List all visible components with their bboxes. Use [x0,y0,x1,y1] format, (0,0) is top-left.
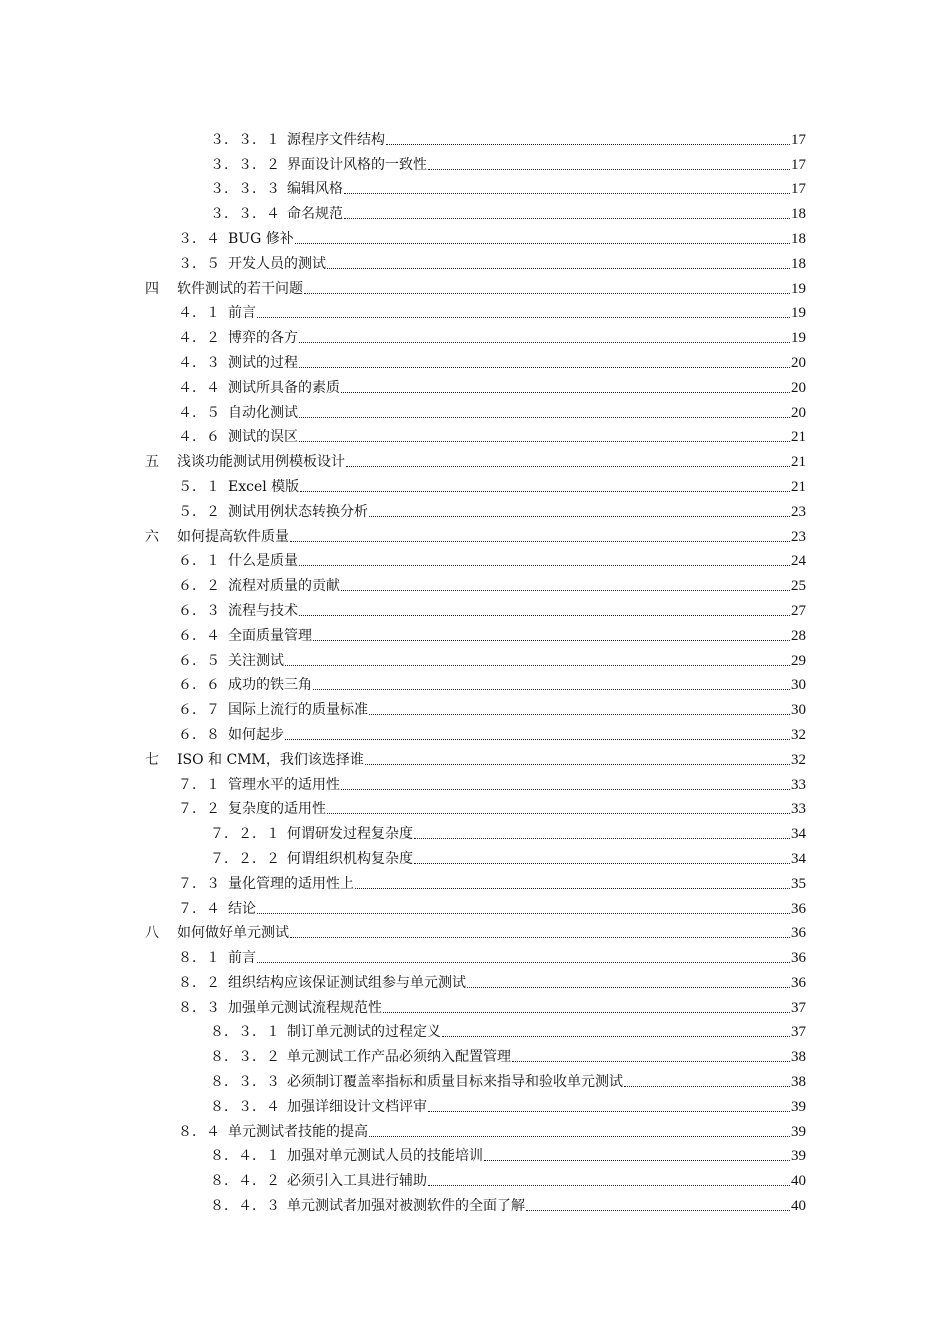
dot-leader [313,689,790,690]
toc-entry-number: ８．４ [178,1123,220,1140]
toc-entry-number: ８．４．１ [210,1148,280,1165]
toc-entry-page-number: 20 [791,404,806,421]
toc-entry-title: 软件测试的若干问题 [177,280,303,297]
dot-leader [257,317,790,318]
toc-entry[interactable] [0,322,950,347]
toc-entry-number: ８．３．４ [210,1098,280,1115]
toc-entry-number: ７．２．２ [210,850,280,867]
toc-entry[interactable] [0,1190,950,1215]
toc-entry-number: ３．４ [178,230,220,247]
toc-entry-page-number: 35 [791,875,806,892]
toc-entry-title: 流程对质量的贡献 [228,578,340,595]
toc-entry-title: 流程与技术 [228,602,298,619]
toc-entry-number: ６．４ [178,627,220,644]
toc-entry-page-number: 30 [791,677,806,694]
toc-entry-title: 管理水平的适用性 [228,776,340,793]
toc-entry[interactable] [0,422,950,447]
toc-entry-title: 源程序文件结构 [287,131,385,148]
dot-leader [341,392,790,393]
toc-entry[interactable] [0,694,950,719]
toc-entry-page-number: 33 [791,801,806,818]
dot-leader [257,913,790,914]
toc-entry-page-number: 28 [791,627,806,644]
toc-entry-title: 量化管理的适用性上 [228,875,354,892]
toc-entry[interactable] [0,496,950,521]
dot-leader [299,615,790,616]
toc-entry[interactable] [0,397,950,422]
toc-entry-title: 前言 [228,950,256,967]
toc-entry-title: 何谓研发过程复杂度 [287,826,413,843]
dot-leader [344,193,790,194]
dot-leader [442,1036,790,1037]
toc-entry-title: ISO 和 CMM，我们该选择谁 [177,751,364,768]
dot-leader [369,1136,790,1137]
toc-entry-page-number: 36 [791,900,806,917]
dot-leader [257,962,790,963]
toc-entry-number: 六 [145,528,159,545]
toc-entry-title: 如何做好单元测试 [177,925,289,942]
toc-entry-number: ６．８ [178,726,220,743]
toc-entry[interactable] [0,347,950,372]
toc-entry[interactable] [0,372,950,397]
toc-entry-number: ３．３．２ [210,156,280,173]
toc-entry-page-number: 18 [791,206,806,223]
toc-entry-title: 组织结构应该保证测试组参与单元测试 [228,974,466,991]
dot-leader [346,466,790,467]
dot-leader [512,1061,790,1062]
dot-leader [386,144,790,145]
dot-leader [526,1210,790,1211]
toc-entry-page-number: 24 [791,553,806,570]
toc-entry-page-number: 29 [791,652,806,669]
dot-leader [369,516,790,517]
toc-entry-page-number: 18 [791,255,806,272]
toc-entry[interactable] [0,298,950,323]
toc-entry-page-number: 30 [791,702,806,719]
dot-leader [313,640,790,641]
table-of-contents [0,124,950,1215]
toc-entry-title: 制订单元测试的过程定义 [287,1024,441,1041]
toc-entry-page-number: 17 [791,131,806,148]
dot-leader [290,541,790,542]
dot-leader [285,665,790,666]
toc-entry-number: ７．２．１ [210,826,280,843]
toc-entry-title: 如何起步 [228,726,284,743]
toc-entry-title: 开发人员的测试 [228,255,326,272]
toc-entry-page-number: 32 [791,751,806,768]
toc-entry-title: 单元测试者技能的提高 [228,1123,368,1140]
toc-entry-page-number: 19 [791,280,806,297]
toc-entry-number: ４．２ [178,330,220,347]
dot-leader [428,169,790,170]
toc-entry-number: 五 [145,454,159,471]
toc-entry[interactable] [0,273,950,298]
toc-entry-title: 成功的铁三角 [228,677,312,694]
toc-entry-number: ８．４．３ [210,1198,280,1215]
toc-entry[interactable] [0,471,950,496]
toc-entry-title: 测试的过程 [228,354,298,371]
toc-entry-title: 前言 [228,305,256,322]
toc-entry-title: 必须制订覆盖率指标和质量目标来指导和验收单元测试 [287,1074,623,1091]
toc-entry-number: 四 [145,280,159,297]
dot-leader [467,987,790,988]
toc-entry-title: 单元测试者加强对被测软件的全面了解 [287,1198,525,1215]
toc-entry-number: ５．１ [178,478,220,495]
toc-entry-number: ３．３．３ [210,181,280,198]
toc-entry-page-number: 38 [791,1074,806,1091]
toc-entry-number: ７．３ [178,875,220,892]
toc-entry-page-number: 19 [791,305,806,322]
toc-entry[interactable] [0,1141,950,1166]
dot-leader [300,491,790,492]
toc-entry-title: 浅谈功能测试用例模板设计 [177,454,345,471]
toc-entry-number: ４．５ [178,404,220,421]
toc-entry[interactable] [0,223,950,248]
toc-entry-page-number: 36 [791,950,806,967]
toc-entry[interactable] [0,1165,950,1190]
dot-leader [484,1160,790,1161]
toc-entry[interactable] [0,645,950,670]
toc-entry-title: 界面设计风格的一致性 [287,156,427,173]
toc-entry[interactable] [0,719,950,744]
toc-entry-title: 必须引入工具进行辅助 [287,1173,427,1190]
toc-entry[interactable] [0,248,950,273]
toc-entry-number: ８．３ [178,999,220,1016]
toc-entry[interactable] [0,1116,950,1141]
toc-entry-page-number: 17 [791,156,806,173]
toc-entry-number: ３．３．１ [210,131,280,148]
toc-entry-page-number: 40 [791,1173,806,1190]
toc-entry-page-number: 34 [791,850,806,867]
toc-entry-title: 结论 [228,900,256,917]
toc-entry-page-number: 39 [791,1123,806,1140]
toc-entry-page-number: 21 [791,429,806,446]
toc-entry[interactable] [0,546,950,571]
toc-entry[interactable] [0,992,950,1017]
toc-entry-page-number: 20 [791,379,806,396]
toc-entry-page-number: 19 [791,330,806,347]
toc-entry-title: 测试所具备的素质 [228,379,340,396]
toc-entry-title: 加强单元测试流程规范性 [228,999,382,1016]
toc-entry[interactable] [0,818,950,843]
toc-entry-number: ６．２ [178,578,220,595]
toc-entry-title: 何谓组织机构复杂度 [287,850,413,867]
toc-entry-number: ８．１ [178,950,220,967]
dot-leader [299,367,790,368]
toc-entry-page-number: 37 [791,1024,806,1041]
toc-entry-number: ４．１ [178,305,220,322]
toc-entry-number: 八 [145,925,159,942]
toc-entry-number: ４．３ [178,354,220,371]
toc-entry-number: ８．３．１ [210,1024,280,1041]
dot-leader [341,590,790,591]
toc-entry[interactable] [0,868,950,893]
dot-leader [383,1012,790,1013]
toc-entry-title: 国际上流行的质量标准 [228,702,368,719]
toc-entry[interactable] [0,446,950,471]
toc-entry-title: 加强详细设计文档评审 [287,1098,427,1115]
dot-leader [344,218,790,219]
toc-entry-page-number: 25 [791,578,806,595]
toc-entry-number: ８．３．３ [210,1074,280,1091]
dot-leader [327,268,790,269]
toc-entry-page-number: 17 [791,181,806,198]
toc-entry-page-number: 33 [791,776,806,793]
toc-entry[interactable] [0,893,950,918]
toc-entry-number: ６．５ [178,652,220,669]
toc-entry-number: ７．１ [178,776,220,793]
toc-entry-page-number: 39 [791,1148,806,1165]
dot-leader [295,243,790,244]
dot-leader [304,293,790,294]
toc-entry-page-number: 21 [791,454,806,471]
dot-leader [624,1086,790,1087]
toc-entry[interactable] [0,1066,950,1091]
toc-entry-title: 测试用例状态转换分析 [228,503,368,520]
toc-entry-title: BUG 修补 [228,230,294,247]
toc-entry-number: ３．３．４ [210,206,280,223]
dot-leader [428,1111,790,1112]
toc-entry-title: 什么是质量 [228,553,298,570]
dot-leader [355,888,790,889]
toc-entry-title: 博弈的各方 [228,330,298,347]
toc-entry-number: ８．３．２ [210,1049,280,1066]
dot-leader [414,863,790,864]
toc-entry-number: ４．４ [178,379,220,396]
toc-entry-page-number: 18 [791,230,806,247]
toc-entry[interactable] [0,794,950,819]
dot-leader [299,417,790,418]
toc-entry[interactable] [0,521,950,546]
toc-entry-title: 自动化测试 [228,404,298,421]
toc-entry-number: ６．７ [178,702,220,719]
dot-leader [341,789,790,790]
dot-leader [414,838,790,839]
toc-entry-title: 单元测试工作产品必须纳入配置管理 [287,1049,511,1066]
toc-entry-title: Excel 模版 [228,478,300,495]
toc-entry-number: 七 [145,751,159,768]
toc-entry[interactable] [0,769,950,794]
toc-entry-page-number: 23 [791,528,806,545]
dot-leader [428,1185,790,1186]
toc-entry-title: 全面质量管理 [228,627,312,644]
toc-entry[interactable] [0,198,950,223]
toc-entry-title: 如何提高软件质量 [177,528,289,545]
toc-entry-title: 编辑风格 [287,181,343,198]
toc-entry[interactable] [0,918,950,943]
dot-leader [299,441,790,442]
dot-leader [327,813,790,814]
toc-entry[interactable] [0,744,950,769]
toc-entry-page-number: 40 [791,1198,806,1215]
toc-entry[interactable] [0,174,950,199]
toc-entry-page-number: 34 [791,826,806,843]
dot-leader [285,739,790,740]
toc-entry[interactable] [0,595,950,620]
toc-entry-page-number: 39 [791,1098,806,1115]
toc-entry-number: ６．３ [178,602,220,619]
toc-entry-number: ７．２ [178,801,220,818]
toc-entry[interactable] [0,1017,950,1042]
dot-leader [299,565,790,566]
toc-entry-title: 关注测试 [228,652,284,669]
toc-entry-page-number: 23 [791,503,806,520]
toc-entry[interactable] [0,620,950,645]
toc-entry-page-number: 36 [791,925,806,942]
toc-entry-page-number: 27 [791,602,806,619]
toc-entry-page-number: 32 [791,726,806,743]
toc-entry[interactable] [0,843,950,868]
dot-leader [290,937,790,938]
toc-entry[interactable] [0,670,950,695]
toc-entry[interactable] [0,149,950,174]
toc-entry-number: ６．６ [178,677,220,694]
toc-entry[interactable] [0,967,950,992]
toc-entry-number: ３．５ [178,255,220,272]
toc-entry[interactable] [0,124,950,149]
toc-entry[interactable] [0,570,950,595]
toc-entry-number: ６．１ [178,553,220,570]
toc-entry-page-number: 36 [791,974,806,991]
toc-entry[interactable] [0,942,950,967]
toc-entry-page-number: 21 [791,478,806,495]
toc-entry-title: 复杂度的适用性 [228,801,326,818]
toc-entry-page-number: 37 [791,999,806,1016]
toc-entry-title: 测试的误区 [228,429,298,446]
toc-entry-page-number: 20 [791,354,806,371]
dot-leader [365,764,790,765]
toc-entry-page-number: 38 [791,1049,806,1066]
toc-entry-number: ８．２ [178,974,220,991]
toc-entry-number: ７．４ [178,900,220,917]
dot-leader [299,342,790,343]
toc-entry[interactable] [0,1091,950,1116]
toc-entry-title: 命名规范 [287,206,343,223]
dot-leader [369,714,790,715]
toc-entry[interactable] [0,1041,950,1066]
toc-entry-number: ８．４．２ [210,1173,280,1190]
toc-entry-number: ５．２ [178,503,220,520]
toc-entry-number: ４．６ [178,429,220,446]
toc-entry-title: 加强对单元测试人员的技能培训 [287,1148,483,1165]
